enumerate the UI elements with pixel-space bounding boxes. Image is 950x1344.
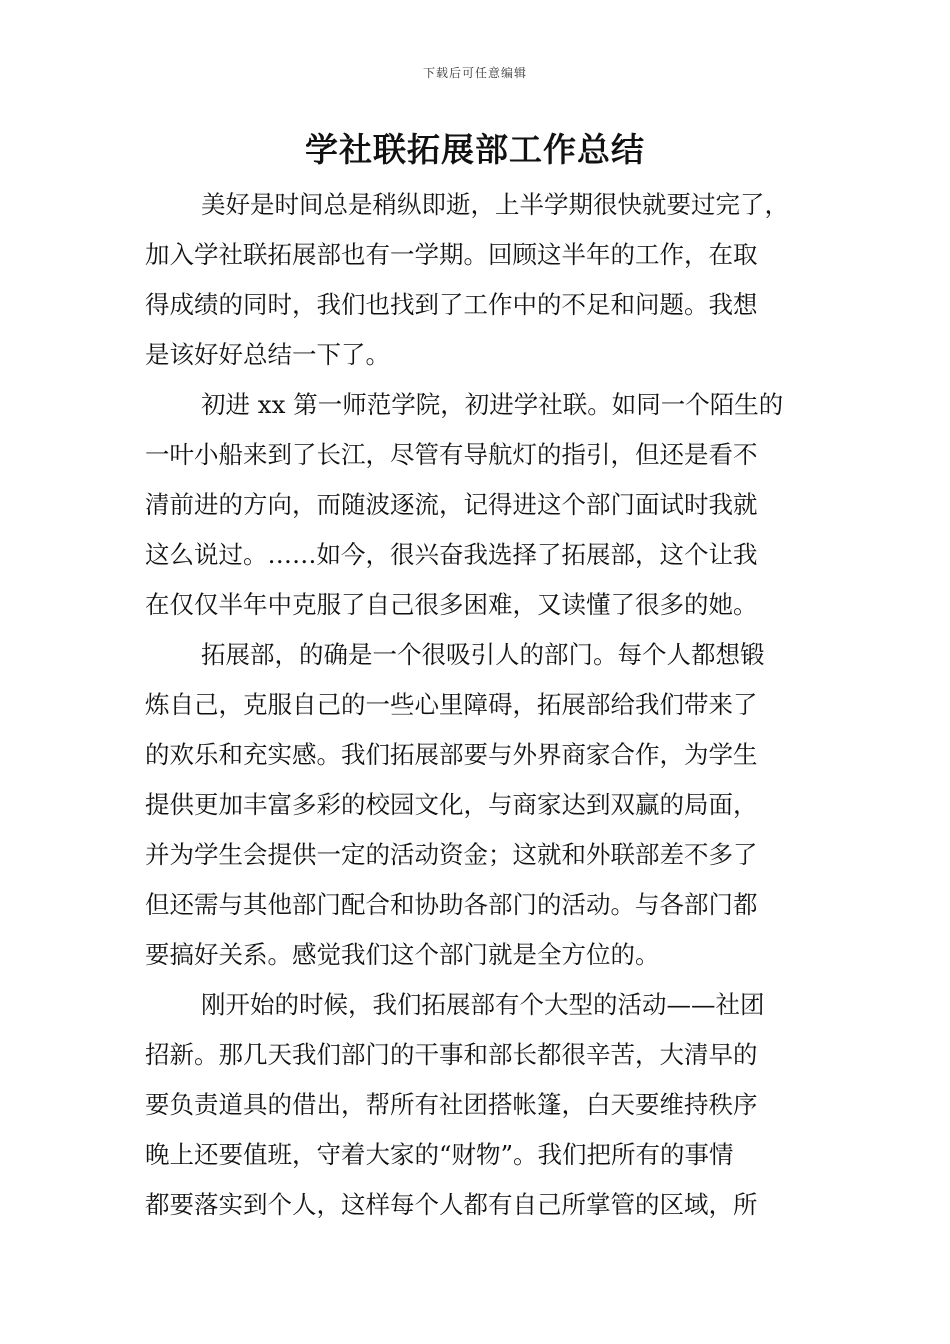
text-line: 加入学社联拓展部也有一学期。回顾这半年的工作，在取 <box>145 240 758 269</box>
text-line: 清前进的方向，而随波逐流，记得进这个部门面试时我就 <box>145 490 758 519</box>
paragraph-4 <box>145 980 835 1230</box>
text-line: 招新。那几天我们部门的干事和部长都很辛苦，大清早的 <box>145 1040 758 1069</box>
document-body <box>145 180 835 1230</box>
header-note: 下载后可任意编辑 <box>422 66 527 80</box>
text-line: 提供更加丰富多彩的校园文化，与商家达到双赢的局面， <box>145 790 758 819</box>
text-line: 一叶小船来到了长江，尽管有导航灯的指引，但还是看不 <box>145 440 758 469</box>
text-line: 要负责道具的借出，帮所有社团搭帐篷，白天要维持秩序 <box>145 1090 758 1119</box>
text-line: 晚上还要值班，守着大家的“财物”。我们把所有的事情 <box>145 1140 734 1169</box>
text-line: 都要落实到个人，这样每个人都有自己所掌管的区域，所 <box>145 1190 758 1219</box>
text-line: 这么说过。……如今，很兴奋我选择了拓展部，这个让我 <box>145 540 758 569</box>
text-line: 拓展部，的确是一个很吸引人的部门。每个人都想锻 <box>201 640 765 669</box>
text-line: 初进 xx 第一师范学院，初进学社联。如同一个陌生的 <box>201 390 784 419</box>
text-line: 并为学生会提供一定的活动资金；这就和外联部差不多了 <box>145 840 758 869</box>
text-line: 美好是时间总是稍纵即逝，上半学期很快就要过完了， <box>201 190 789 219</box>
text-line: 在仅仅半年中克服了自己很多困难，又读懂了很多的她。 <box>145 590 758 619</box>
text-line: 的欢乐和充实感。我们拓展部要与外界商家合作，为学生 <box>145 740 758 769</box>
text-line: 炼自己，克服自己的一些心里障碍，拓展部给我们带来了 <box>145 690 758 719</box>
paragraph-3 <box>145 630 835 980</box>
document-title: 学社联拓展部工作总结 <box>305 130 645 169</box>
text-line: 是该好好总结一下了。 <box>145 340 390 369</box>
text-line: 得成绩的同时，我们也找到了工作中的不足和问题。我想 <box>145 290 758 319</box>
text-line: 要搞好关系。感觉我们这个部门就是全方位的。 <box>145 940 660 969</box>
text-line: 但还需与其他部门配合和协助各部门的活动。与各部门都 <box>145 890 758 919</box>
paragraph-2 <box>145 380 835 630</box>
text-line: 刚开始的时候，我们拓展部有个大型的活动——社团 <box>201 990 765 1019</box>
paragraph-1 <box>145 180 835 380</box>
